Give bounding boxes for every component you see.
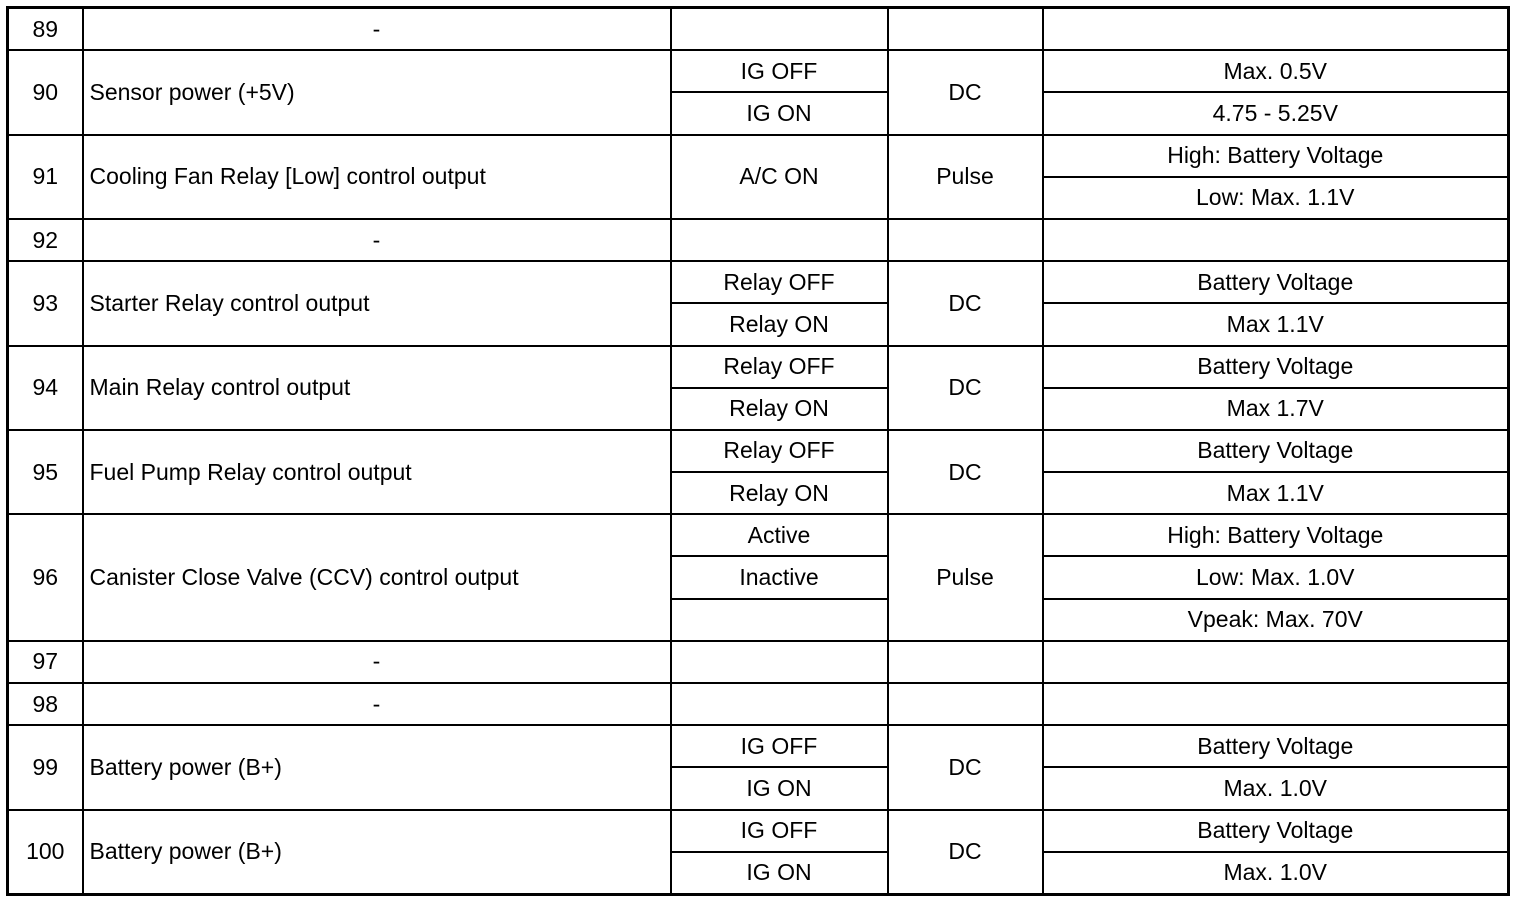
table-row [8,641,1509,683]
level-cell: Max. 0.5V [1043,50,1509,92]
pin-table-body [8,8,1509,895]
condition-cell: IG ON [671,852,888,895]
pin-number-cell: 96 [8,514,83,641]
signal-type-cell [888,641,1043,683]
pin-description-cell: Cooling Fan Relay [Low] control output [83,135,671,219]
pin-description-cell: Canister Close Valve (CCV) control output [83,514,671,641]
level-cell: Vpeak: Max. 70V [1043,599,1509,641]
pin-description-cell: - [83,683,671,725]
pin-number-cell: 98 [8,683,83,725]
condition-cell: Relay ON [671,303,888,345]
signal-type-cell [888,219,1043,261]
level-cell: Battery Voltage [1043,430,1509,472]
condition-cell: IG OFF [671,50,888,92]
signal-type-cell: DC [888,346,1043,430]
level-cell: Battery Voltage [1043,810,1509,852]
pin-description-cell: Fuel Pump Relay control output [83,430,671,514]
signal-type-cell: DC [888,725,1043,809]
condition-cell [671,641,888,683]
table-row [8,261,1509,303]
level-cell: High: Battery Voltage [1043,514,1509,556]
level-cell: Max 1.7V [1043,388,1509,430]
table-row [8,725,1509,767]
pin-description-cell: Main Relay control output [83,346,671,430]
condition-cell [671,8,888,51]
level-cell: 4.75 - 5.25V [1043,92,1509,134]
table-row [8,50,1509,92]
condition-cell: IG ON [671,767,888,809]
condition-cell: IG OFF [671,810,888,852]
signal-type-cell [888,8,1043,51]
signal-type-cell: DC [888,261,1043,345]
condition-cell: Relay ON [671,472,888,514]
condition-cell: Relay OFF [671,346,888,388]
level-cell: Max. 1.0V [1043,767,1509,809]
condition-cell [671,219,888,261]
pin-number-cell: 94 [8,346,83,430]
level-cell: Battery Voltage [1043,725,1509,767]
pin-description-cell: Battery power (B+) [83,810,671,895]
pin-description-cell: Starter Relay control output [83,261,671,345]
signal-type-cell: Pulse [888,135,1043,219]
level-cell [1043,219,1509,261]
condition-cell: Inactive [671,556,888,598]
condition-cell [671,683,888,725]
level-cell: Battery Voltage [1043,346,1509,388]
pin-description-cell: Sensor power (+5V) [83,50,671,134]
pin-number-cell: 100 [8,810,83,895]
level-cell: Max. 1.0V [1043,852,1509,895]
condition-cell: A/C ON [671,135,888,219]
condition-cell: IG ON [671,92,888,134]
table-row [8,135,1509,177]
level-cell [1043,641,1509,683]
signal-type-cell [888,683,1043,725]
pin-description-cell: - [83,219,671,261]
pin-number-cell: 89 [8,8,83,51]
signal-type-cell: Pulse [888,514,1043,641]
table-row [8,810,1509,852]
pin-description-cell: - [83,641,671,683]
pin-number-cell: 95 [8,430,83,514]
table-row [8,8,1509,51]
condition-cell: Relay OFF [671,430,888,472]
level-cell: Max 1.1V [1043,472,1509,514]
condition-cell: Relay OFF [671,261,888,303]
level-cell: High: Battery Voltage [1043,135,1509,177]
table-row [8,430,1509,472]
pin-number-cell: 99 [8,725,83,809]
level-cell: Max 1.1V [1043,303,1509,345]
pin-number-cell: 97 [8,641,83,683]
pin-specification-table [6,6,1510,896]
table-row [8,514,1509,556]
level-cell [1043,683,1509,725]
level-cell: Battery Voltage [1043,261,1509,303]
level-cell: Low: Max. 1.1V [1043,177,1509,219]
table-row [8,683,1509,725]
pin-number-cell: 93 [8,261,83,345]
condition-cell: Active [671,514,888,556]
signal-type-cell: DC [888,430,1043,514]
level-cell: Low: Max. 1.0V [1043,556,1509,598]
pin-number-cell: 92 [8,219,83,261]
table-row [8,346,1509,388]
pin-number-cell: 90 [8,50,83,134]
pin-description-cell: - [83,8,671,51]
table-row [8,219,1509,261]
pin-number-cell: 91 [8,135,83,219]
signal-type-cell: DC [888,810,1043,895]
condition-cell [671,599,888,641]
pin-description-cell: Battery power (B+) [83,725,671,809]
condition-cell: Relay ON [671,388,888,430]
level-cell [1043,8,1509,51]
signal-type-cell: DC [888,50,1043,134]
condition-cell: IG OFF [671,725,888,767]
